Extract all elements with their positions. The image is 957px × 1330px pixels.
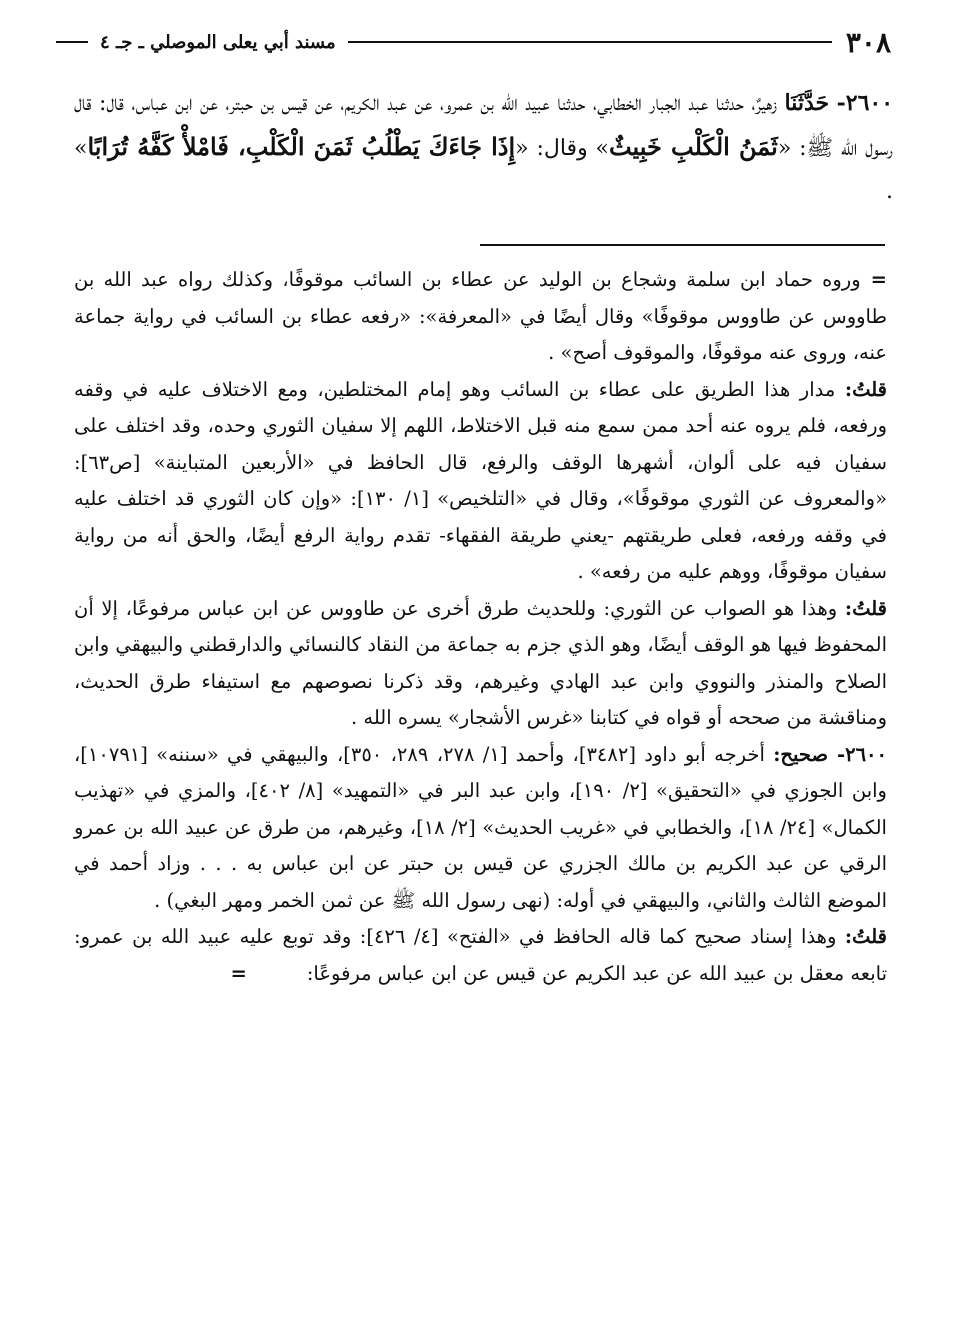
- hadith-quote-1: ثَمَنُ الْكَلْبِ خَبِيثٌ: [608, 132, 778, 161]
- note-text-3: وهذا هو الصواب عن الثوري: وللحديث طرق أخرى عن طاووس عن ابن عباس مرفوعًا، إلا أن المحفوظ فيها هو الوقف أيضًا، وهو الذي جزم به جماعة من النقاد كالنسائي والدارقطني والبيهقي وابن الصلاح والمنذر والنووي وابن عبد الهادي وغيرهم، وقد ذكرنا نصوصهم مع استيفاء طرق الحديث، ومناقشة من صححه أو قواه في كتابنا «غرس الأشجار» يسره الله .: [74, 596, 887, 729]
- hadith-opener: حَدَّثَنَا: [784, 90, 830, 116]
- note-text-2: مدار هذا الطريق على عطاء بن السائب وهو إمام المختلطين، ومع الاختلاف عليه في وقفه ورفعه، فلم يروه عنه أحد ممن سمع منه قبل الاختلاط، اللهم إلا سفيان الثوري وحده، وقد اختلف على سفيان فيه على ألوان، أشهرها الوقف والرفع، قال الحافظ في «الأربعين المتباينة» [ص٦٣]: «والمعروف عن الثوري موقوفًا»، وقال في «التلخيص» [١/ ١٣٠]: «وإن كان الثوري قد اختلف عليه في وقفه ورفعه، فعلى طريقتهم -يعني طريقة الفقهاء- تقدم رواية الرفع أيضًا، والحق أنه من رواية سفيان موقوفًا، ووهم عليه من رفعه» .: [74, 377, 888, 583]
- note-paragraph-1: [74, 262, 887, 372]
- header-dash: [56, 41, 88, 43]
- footnote-separator: [480, 244, 885, 246]
- hadith-close: » .: [74, 136, 893, 204]
- page-number: ٣٠٨: [845, 25, 891, 59]
- footnotes: [74, 262, 887, 992]
- note-text-4: أخرجه أبو داود [٣٤٨٢]، وأحمد [١/ ٢٧٨، ٢٨٩، ٣٥٠]، والبيهقي في «سننه» [١٠٧٩١]، وابن الجوزي في «التحقيق» [٢/ ١٩٠]، وابن عبد البر في «التمهيد» [٨/ ٤٠٢]، والمزي في «تهذيب الكمال» [٢٤/ ١٨]، والخطابي في «غريب الحديث» [٢/ ١٨]، وغيرهم، من طرق عن عبيد الله بن عمرو الرقي عن عبد الكريم بن مالك الجزري عن قيس بن حبتر عن ابن عباس به . . . وزاد أحمد في الموضع الثالث والثاني، والبيهقي في أوله: (نهى رسول الله ﷺ عن ثمن الخمر ومهر البغي) .: [74, 742, 887, 912]
- note-paragraph-2: [74, 372, 887, 591]
- hadith-number: ٢٦٠٠: [845, 90, 894, 116]
- note-paragraph-5: [74, 919, 887, 992]
- note-text-1: وروه حماد ابن سلمة وشجاع بن الوليد عن عطاء بن السائب موقوفًا، وكذلك رواه عبد الله بن طاووس عن طاووس موقوفًا» وقال أيضًا في «المعرفة»: «رفعه عطاء بن السائب في رواية جماعة عنه، وروى عنه موقوفًا، والموقوف أصح» .: [74, 268, 887, 364]
- note-paragraph-3: [74, 591, 887, 737]
- continuation-mark-end: =: [230, 961, 247, 985]
- header-rule: [348, 41, 832, 43]
- note-label: قلتُ:: [844, 377, 887, 401]
- hadith-middle: » وقال: «: [515, 136, 609, 161]
- hadith-quote-2: إِذَا جَاءَكَ يَطْلُبُ ثَمَنَ الْكَلْبِ، فَامْلأْ كَفَّهُ تُرَابًا: [87, 132, 516, 161]
- takhrij-heading: ٢٦٠٠- صحيح:: [773, 742, 887, 766]
- note-label: قلتُ:: [844, 925, 887, 948]
- note-label: قلتُ:: [844, 596, 887, 620]
- book-title: مسند أبي يعلى الموصلي ـ جـ ٤: [100, 31, 336, 53]
- hadith-chain: زهيرٌ، حدثنا عبد الجبار الخطابي، حدثنا عبيد الله بن عمرو، عن عبد الكريم، عن قيس بن حبتر، عن ابن عباس، قال: قال رسول الله ﷺ: «: [74, 91, 893, 161]
- page-header: [56, 24, 891, 60]
- hadith-text: [74, 82, 893, 213]
- hadith-dash: -: [836, 90, 846, 116]
- note-text-5: وهذا إسناد صحيح كما قاله الحافظ في «الفتح» [٤/ ٤٢٦]: وقد توبع عليه عبيد الله بن عمرو: تابعه معقل بن عبيد الله عن عبد الكريم عن قيس عن ابن عباس مرفوعًا:: [74, 925, 887, 985]
- continuation-mark: =: [870, 268, 887, 291]
- note-paragraph-4: [74, 737, 887, 920]
